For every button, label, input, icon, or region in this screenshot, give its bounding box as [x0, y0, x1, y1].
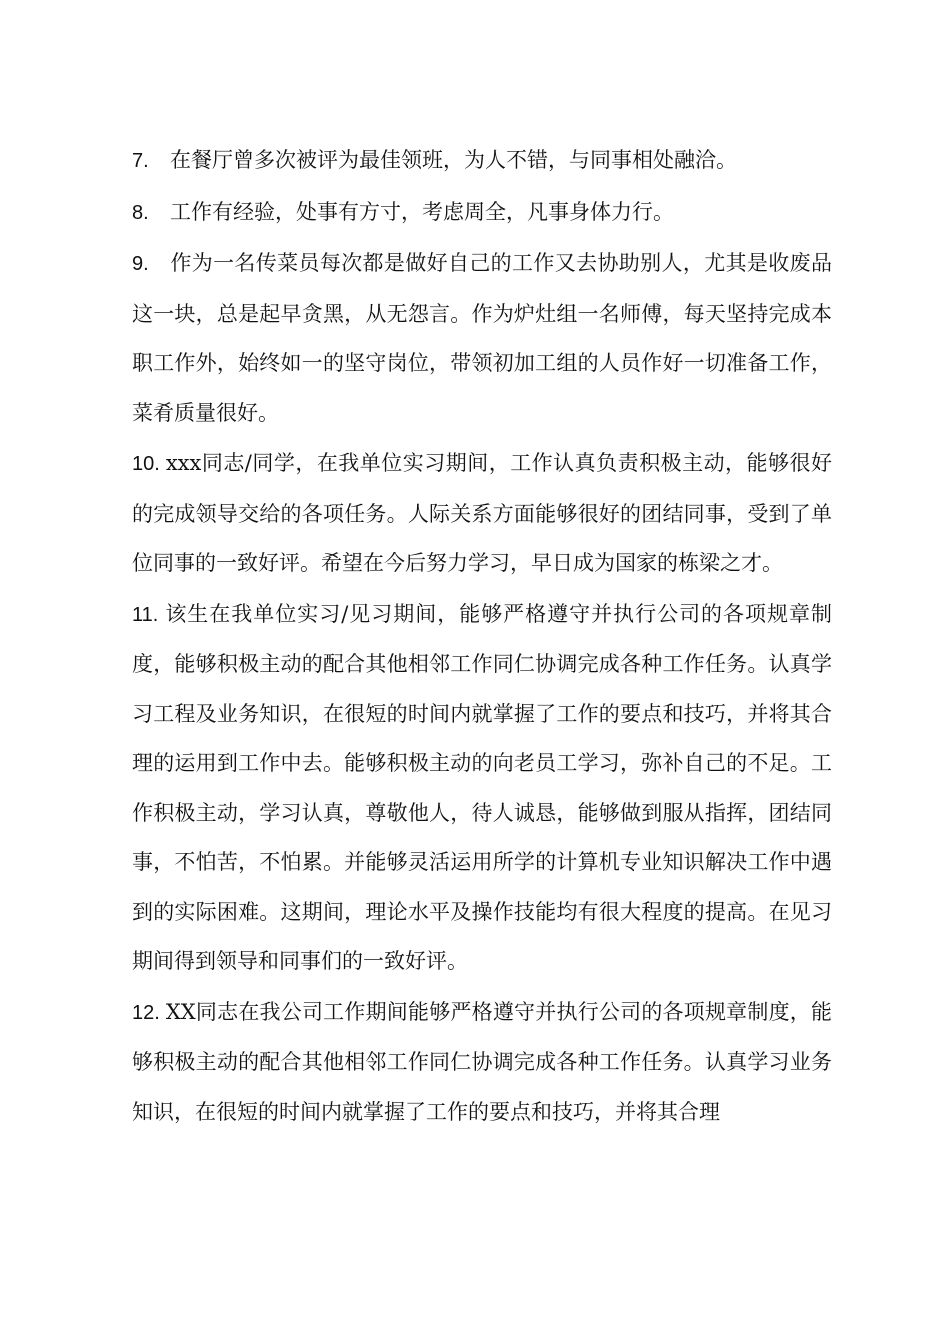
document-body: [132, 136, 832, 1137]
item-text: 在餐厅曾多次被评为最佳领班，为人不错，与同事相处融洽。: [170, 148, 737, 172]
list-item: [132, 239, 832, 438]
list-item: [132, 188, 832, 239]
item-number: 12.: [132, 1001, 160, 1024]
list-item: [132, 988, 832, 1138]
item-number: 9.: [132, 253, 149, 275]
item-text: 该生在我单位实习/见习期间，能够严格遵守并执行公司的各项规章制度，能够积极主动的配合其他相邻工作同仁协调完成各种工作任务。认真学习工程及业务知识，在很短的时间内就掌握了工作的要点和技巧，并将其合理的运用到工作中去。能够积极主动的向老员工学习，弥补自己的不足。工作积极主动，学习认真，尊敬他人，待人诚恳，能够做到服从指挥，团结同事，不怕苦，不怕累。并能够灵活运用所学的计算机专业知识解决工作中遇到的实际困难。这期间，理论水平及操作技能均有很大程度的提高。在见习期间得到领导和同事们的一致好评。: [132, 601, 832, 973]
list-item: [132, 136, 832, 187]
item-text: 工作有经验，处事有方寸，考虑周全，凡事身体力行。: [170, 199, 674, 224]
item-number: 11.: [132, 603, 159, 626]
item-text: xxx同志/同学，在我单位实习期间，工作认真负责积极主动，能够很好的完成领导交给的各项任务。人际关系方面能够很好的团结同事，受到了单位同事的一致好评。希望在今后努力学习，早日成为国家的栋梁之才。: [132, 451, 832, 575]
item-text: 作为一名传菜员每次都是做好自己的工作又去协助别人，尤其是收废品这一块，总是起早贪黑，从无怨言。作为炉灶组一名师傅，每天坚持完成本职工作外，始终如一的坚守岗位，带领初加工组的人员作好一切准备工作，菜肴质量很好。: [132, 251, 832, 425]
item-number: 8.: [132, 201, 149, 224]
item-number: 7.: [132, 150, 149, 172]
item-number: 10.: [132, 453, 160, 475]
item-text: XX同志在我公司工作期间能够严格遵守并执行公司的各项规章制度，能够积极主动的配合其他相邻工作同仁协调完成各种工作任务。认真学习业务知识，在很短的时间内就掌握了工作的要点和技巧，并将其合理: [132, 999, 832, 1124]
list-item: [132, 590, 832, 987]
list-item: [132, 439, 832, 589]
